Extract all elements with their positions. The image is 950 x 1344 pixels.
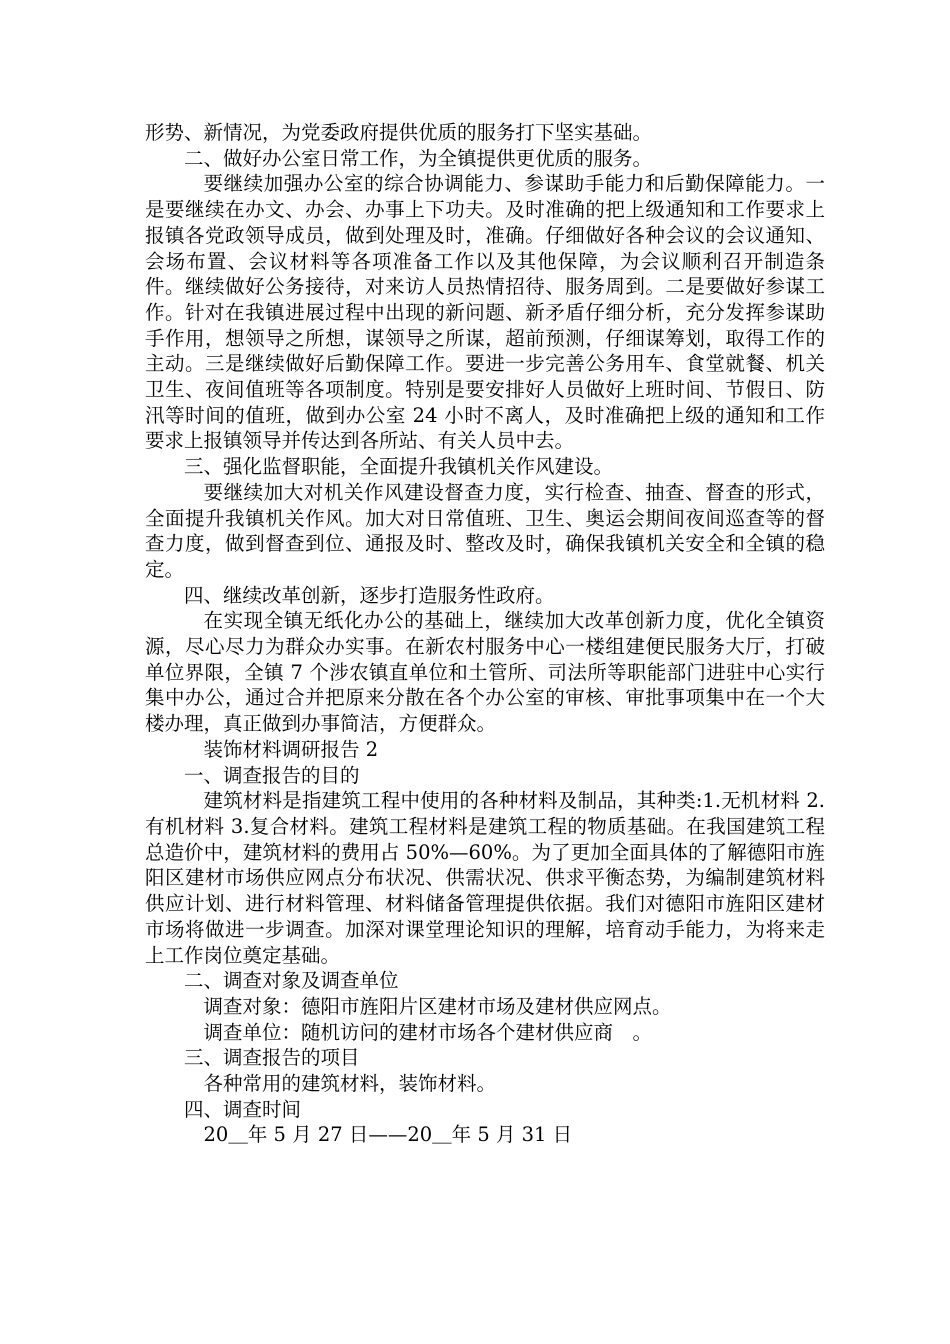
report-heading-items: 三、调查报告的项目: [184, 1046, 360, 1070]
report-title: 装饰材料调研报告 2: [203, 737, 379, 761]
paragraph-office-work: 要继续加强办公室的综合协调能力、参谋助手能力和后勤保障能力。一是要继续在办文、办会、办事上下功夫。及时准确的把上级通知和工作要求上报镇各党政领导成员，做到处理及时，准确。仔细做好各种会议的会议通知、会场布置、会议材料等各项准备工作以及其他保障，为会议顺利召开制造条件。继续做好公务接待，对来访人员热情招待、服务周到。二是要做好参谋工作。针对在我镇进展过程中出现的新问题、新矛盾仔细分析，充分发挥参谋助手作用，想领导之所想，谋领导之所谋，超前预测，仔细谋筹划，取得工作的主动。三是继续做好后勤保障工作。要进一步完善公务用车、食堂就餐、机关卫生、夜间值班等各项制度。特别是要安排好人员做好上班时间、节假日、防汛等时间的值班，做到办公室 24 小时不离人，及时准确把上级的通知和工作要求上报镇领导并传达到各所站、有关人员中去。: [145, 172, 825, 453]
paragraph-continuation: 形势、新情况，为党委政府提供优质的服务打下坚实基础。: [145, 121, 653, 144]
report-heading-subjects: 二、调查对象及调查单位: [184, 969, 399, 993]
section-heading-3: 三、强化监督职能，全面提升我镇机关作风建设。: [184, 455, 614, 479]
paragraph-purpose: 建筑材料是指建筑工程中使用的各种材料及制品，其种类:1.无机材料 2.有机材料 3.复合材料。建筑工程材料是建筑工程的物质基础。在我国建筑工程总造价中，建筑材料的费用占 50%—60%。为了更加全面具体的了解德阳市旌阳区建材市场供应网点分布状况、供需状况、供求平衡态势，为编制建筑材料供应计划、进行材料管理、材料储备管理提供依据。我们对德阳市旌阳区建材市场将做进一步调查。加深对课堂理论知识的理解，培育动手能力，为将来走上工作岗位奠定基础。: [145, 789, 825, 967]
report-heading-time: 四、调查时间: [184, 1097, 302, 1121]
report-heading-purpose: 一、调查报告的目的: [184, 763, 360, 787]
survey-object-line: 调查对象：德阳市旌阳片区建材市场及建材供应网点。: [203, 994, 672, 1018]
document-body: [145, 120, 825, 1148]
paragraph-supervision: 要继续加大对机关作风建设督查力度，实行检查、抽查、督查的形式，全面提升我镇机关作风。加大对日常值班、卫生、奥运会期间夜间巡查等的督查力度，做到督查到位、通报及时、整改及时，确保我镇机关安全和全镇的稳定。: [145, 480, 825, 581]
section-heading-2: 二、做好办公室日常工作，为全镇提供更优质的服务。: [184, 146, 653, 170]
survey-unit-line: 调查单位：随机访问的建材市场各个建材供应商 。: [203, 1020, 653, 1044]
paragraph-reform: 在实现全镇无纸化办公的基础上，继续加大改革创新力度，优化全镇资源，尽心尽力为群众办实事。在新农村服务中心一楼组建便民服务大厅，打破单位界限，全镇 7 个涉农镇直单位和土管所、司法所等职能部门进驻中心实行集中办公，通过合并把原来分散在各个办公室的审核、审批事项集中在一个大楼办理，真正做到办事简洁，方便群众。: [145, 609, 825, 736]
survey-items-line: 各种常用的建筑材料，装饰材料。: [203, 1072, 497, 1096]
section-heading-4: 四、继续改革创新，逐步打造服务性政府。: [184, 583, 555, 607]
survey-time-line: 20＿年 5 月 27 日——20＿年 5 月 31 日: [203, 1123, 573, 1147]
